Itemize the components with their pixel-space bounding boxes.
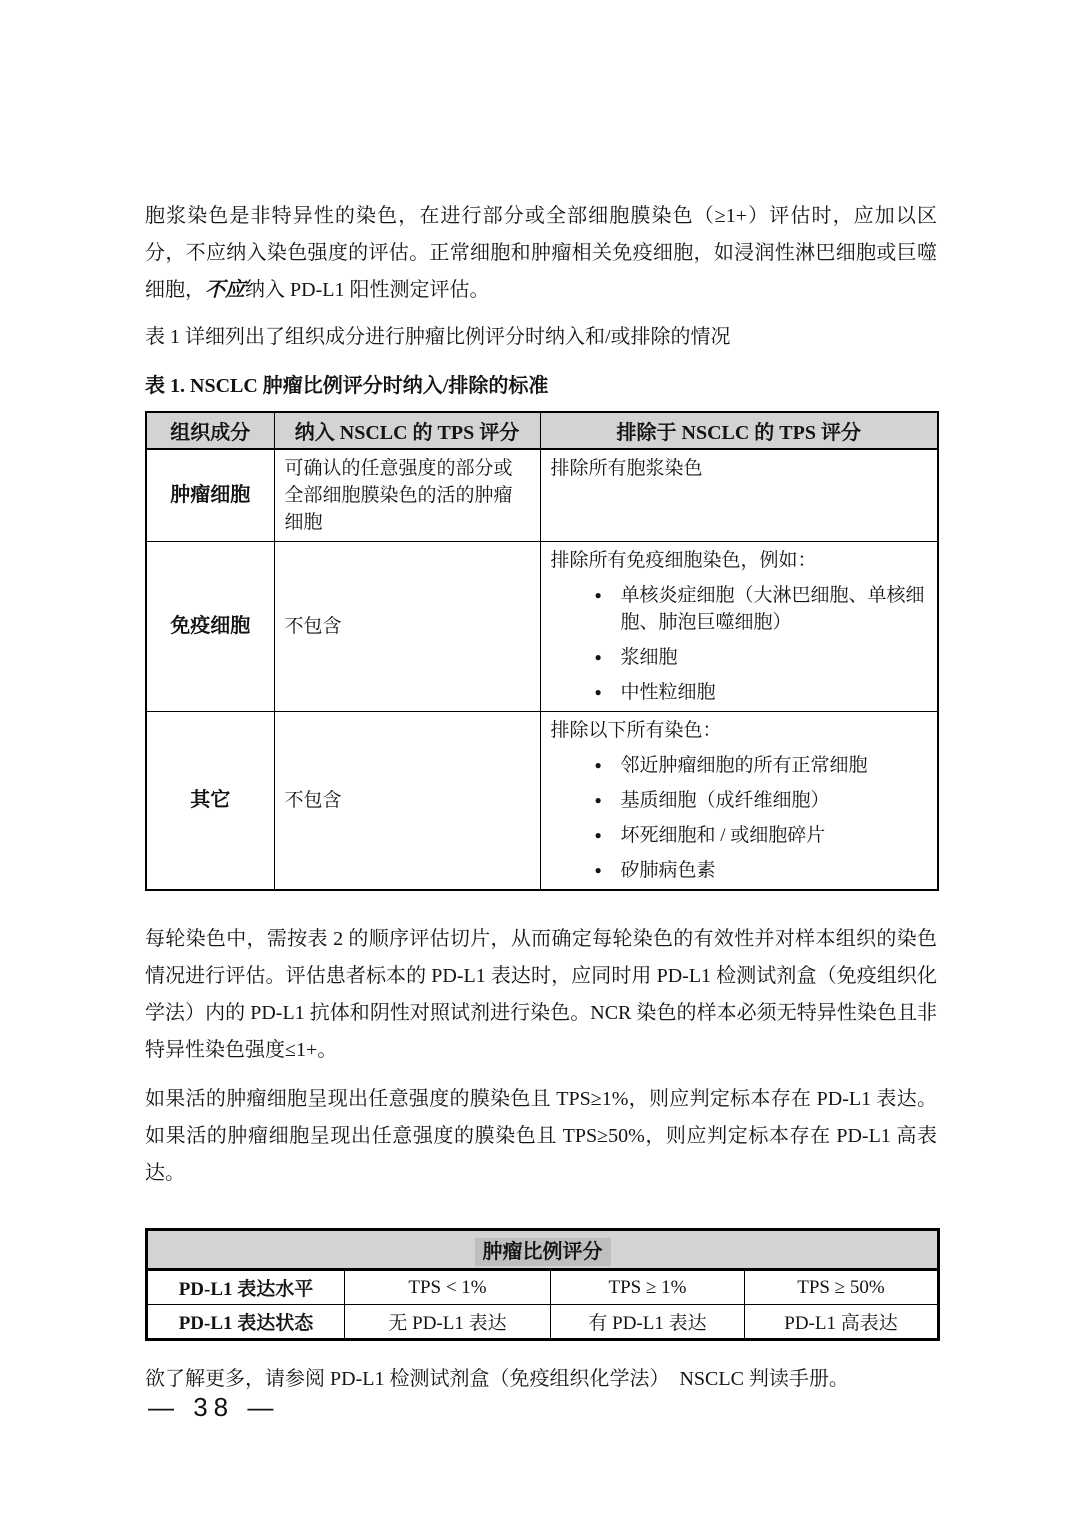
component-cell: 肿瘤细胞: [146, 449, 274, 542]
excluded-bullet-list: [551, 752, 928, 884]
table1-header-included: 纳入 NSCLC 的 TPS 评分: [274, 412, 540, 449]
value-cell: 有 PD-L1 表达: [551, 1305, 745, 1340]
list-item-text: 基质细胞（成纤维细胞）: [620, 790, 830, 811]
table1-header-component: 组织成分: [146, 412, 274, 449]
table-row-immune-cells: [146, 542, 938, 712]
included-cell: 可确认的任意强度的部分或全部细胞膜染色的活的肿瘤细胞: [274, 449, 540, 542]
list-item-text: 单核炎症细胞（大淋巴细胞、单核细胞、肺泡巨噬细胞）: [620, 585, 925, 633]
value-cell: TPS ≥ 50%: [745, 1270, 939, 1305]
list-item: [595, 679, 928, 706]
table2-tumor-proportion-score: [145, 1228, 940, 1341]
list-item-text: 矽肺病色素: [620, 860, 716, 881]
included-cell: 不包含: [274, 712, 540, 891]
paragraph-text: 胞浆染色是非特异性的染色，在进行部分或全部细胞膜染色（≥1+）评估时，应加以区分，不应纳入染色强度的评估。正常细胞和肿瘤相关免疫细胞，如浸润性淋巴细胞或巨噬细胞，: [145, 205, 937, 301]
row-label: PD-L1 表达水平: [147, 1270, 345, 1305]
table2-header-row: [147, 1230, 939, 1270]
list-item: [595, 752, 928, 779]
list-item-text: 坏死细胞和 / 或细胞碎片: [620, 825, 826, 846]
page-content: [145, 198, 937, 1393]
bullet-icon: ●: [594, 758, 602, 772]
list-item: [595, 582, 928, 636]
row-label: PD-L1 表达状态: [147, 1305, 345, 1340]
excluded-intro: 排除所有胞浆染色: [550, 458, 703, 479]
table1-header-row: [146, 412, 938, 449]
paragraph-tps-interpretation: 如果活的肿瘤细胞呈现出任意强度的膜染色且 TPS≥1%，则应判定标本存在 PD-L1 表达。如果活的肿瘤细胞呈现出任意强度的膜染色且 TPS≥50%，则应判定标本存在 PD-L1 高表达。: [145, 1088, 937, 1184]
excluded-intro: 排除以下所有染色：: [550, 720, 722, 741]
bullet-icon: ●: [594, 828, 602, 842]
excluded-bullet-list: [551, 582, 928, 706]
page-number: — 38 —: [148, 1392, 280, 1422]
bullet-icon: ●: [594, 793, 602, 807]
list-item: [595, 857, 928, 884]
component-cell: 免疫细胞: [146, 542, 274, 712]
value-cell: PD-L1 高表达: [745, 1305, 939, 1340]
table-row-other: [146, 712, 938, 891]
included-cell: 不包含: [274, 542, 540, 712]
bullet-icon: ●: [594, 650, 602, 664]
value-cell: 无 PD-L1 表达: [345, 1305, 551, 1340]
bullet-icon: ●: [594, 685, 602, 699]
list-item: [595, 644, 928, 671]
table-row-expression-level: [147, 1270, 939, 1305]
paragraph-staining-rounds: 每轮染色中，需按表 2 的顺序评估切片，从而确定每轮染色的有效性并对样本组织的染色情况进行评估。评估患者标本的 PD-L1 表达时，应同时用 PD-L1 检测试剂盒（免疫组织化学法）内的 PD-L1 抗体和阴性对照试剂进行染色。NCR 染色的样本必须无特异性染色且非特异性染色强度≤1+。: [145, 928, 937, 1061]
list-item: [595, 787, 928, 814]
list-item: [595, 822, 928, 849]
emphasis-text: 不应: [205, 279, 245, 301]
excluded-cell: [540, 712, 938, 891]
excluded-cell: [540, 542, 938, 712]
table1-title: 表 1. NSCLC 肿瘤比例评分时纳入/排除的标准: [145, 375, 549, 397]
list-item-text: 邻近肿瘤细胞的所有正常细胞: [620, 755, 868, 776]
list-item-text: 浆细胞: [620, 647, 678, 668]
paragraph-cytoplasmic-staining: [145, 198, 937, 309]
table1-caption: 表 1 详细列出了组织成分进行肿瘤比例评分时纳入和/或排除的情况: [145, 326, 731, 348]
bullet-icon: ●: [594, 588, 602, 602]
table1-header-excluded: 排除于 NSCLC 的 TPS 评分: [540, 412, 938, 449]
bullet-icon: ●: [594, 863, 602, 877]
table2-title: 肿瘤比例评分: [475, 1238, 611, 1266]
list-item-text: 中性粒细胞: [620, 682, 716, 703]
value-cell: TPS < 1%: [345, 1270, 551, 1305]
excluded-intro: 排除所有免疫细胞染色，例如：: [550, 550, 817, 571]
component-cell: 其它: [146, 712, 274, 891]
value-cell: TPS ≥ 1%: [551, 1270, 745, 1305]
table2-title-cell: [147, 1230, 939, 1270]
table-row-expression-status: [147, 1305, 939, 1340]
paragraph-text: 纳入 PD-L1 阳性测定评估。: [245, 279, 490, 301]
excluded-cell: [540, 449, 938, 542]
table1-inclusion-exclusion: [145, 411, 939, 891]
footer-note: 欲了解更多，请参阅 PD-L1 检测试剂盒（免疫组织化学法） NSCLC 判读手册。: [145, 1368, 849, 1390]
table-row-tumor-cells: [146, 449, 938, 542]
